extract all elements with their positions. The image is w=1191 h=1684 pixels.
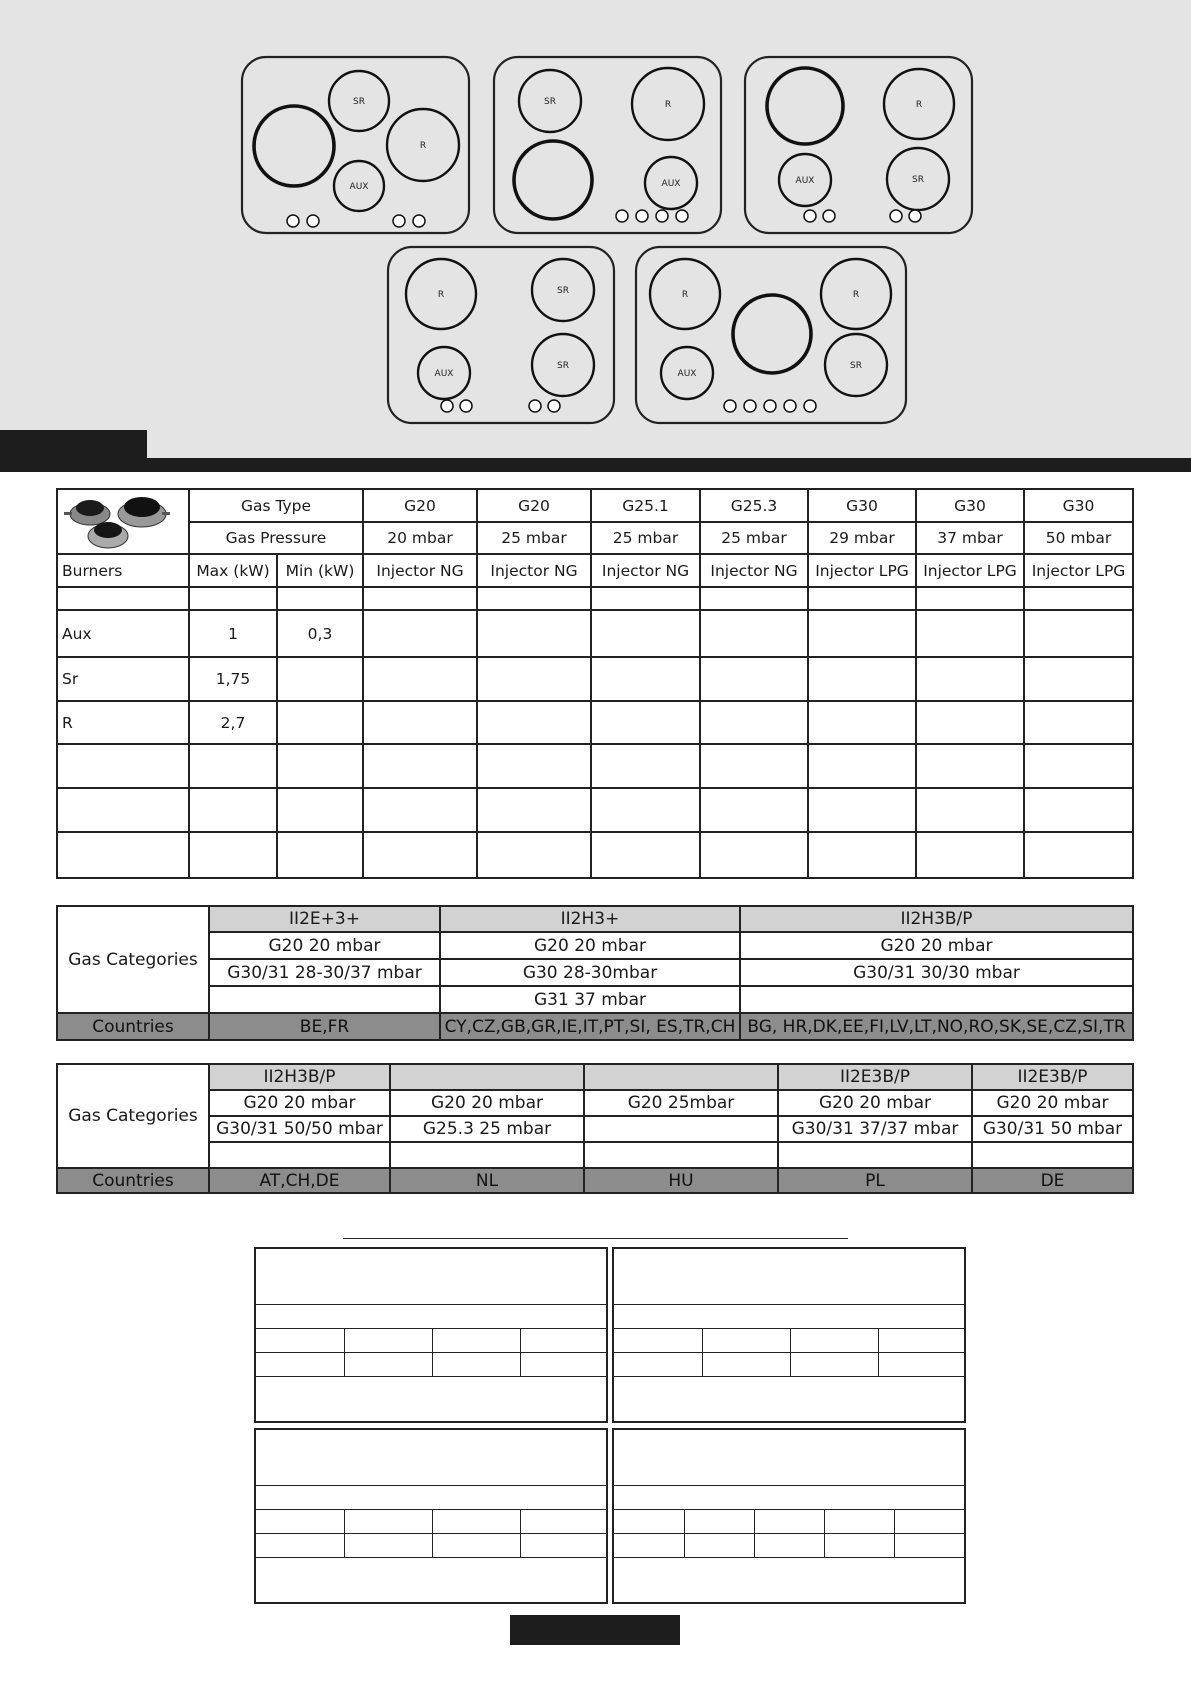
pressure-cell: 20 mbar: [363, 522, 477, 554]
knob: [393, 215, 405, 227]
countries-cell: PL: [778, 1168, 972, 1193]
knob: [784, 400, 796, 412]
knob: [823, 210, 835, 222]
category-line: G20 20 mbar: [778, 1090, 972, 1116]
gas-type-cell: G25.1: [591, 489, 700, 522]
blank-label-box-2: [612, 1247, 966, 1423]
knob: [804, 210, 816, 222]
countries-label: Countries: [57, 1168, 209, 1193]
category-name: II2H3+: [440, 906, 740, 932]
knob: [636, 210, 648, 222]
knob: [764, 400, 776, 412]
gas-type-cell: G30: [1024, 489, 1133, 522]
pressure-cell: 25 mbar: [477, 522, 591, 554]
burners-column-header: Burners: [57, 554, 189, 587]
category-line: G20 20 mbar: [209, 932, 440, 959]
knob: [307, 215, 319, 227]
category-name: II2E+3+: [209, 906, 440, 932]
table-row: [57, 832, 1133, 878]
burner-label-r: R: [852, 290, 860, 300]
knob: [676, 210, 688, 222]
blank-label-box-3: [254, 1428, 608, 1604]
injector-column-header: Injector LPG: [916, 554, 1024, 587]
countries-cell: HU: [584, 1168, 778, 1193]
category-line: G30/31 37/37 mbar: [778, 1116, 972, 1142]
category-line: G20 20 mbar: [390, 1090, 584, 1116]
burner-label-aux: AUX: [795, 176, 815, 186]
knob: [413, 215, 425, 227]
injector-table: [56, 488, 1134, 879]
hob-outline: [494, 57, 721, 233]
wok-burner-ring: [767, 68, 843, 144]
category-line: G30/31 50 mbar: [972, 1116, 1133, 1142]
max-kw-cell: 1,75: [189, 657, 277, 701]
blank-label-box-4: [612, 1428, 966, 1604]
gas-categories-label: Gas Categories: [57, 1064, 209, 1168]
category-line: G25.3 25 mbar: [390, 1116, 584, 1142]
table-row: [57, 744, 1133, 788]
burner-name-cell: R: [57, 701, 189, 744]
category-line: G20 20 mbar: [740, 932, 1133, 959]
burner-label-sr: SR: [850, 361, 862, 371]
section-tab: [0, 430, 147, 460]
category-line: [209, 986, 440, 1013]
wok-burner-ring: [254, 106, 334, 186]
wok-burner-ring: [733, 295, 811, 373]
countries-label: Countries: [57, 1013, 209, 1040]
gas-categories-table-2: [56, 1063, 1134, 1194]
countries-cell: NL: [390, 1168, 584, 1193]
burner-label-r: R: [915, 100, 923, 110]
table-row: [57, 587, 1133, 610]
pressure-cell: 50 mbar: [1024, 522, 1133, 554]
cookware-image-cell: [57, 489, 189, 554]
burner-label-r: R: [437, 290, 445, 300]
category-line: [584, 1116, 778, 1142]
wok-burner-ring: [514, 141, 592, 219]
gas-type-label: Gas Type: [189, 489, 363, 522]
hob-layout-2: [494, 57, 721, 233]
hob-outline: [745, 57, 972, 233]
category-line: G20 20 mbar: [209, 1090, 390, 1116]
gas-categories-label: Gas Categories: [57, 906, 209, 1013]
countries-cell: DE: [972, 1168, 1133, 1193]
min-kw-cell: [277, 701, 363, 744]
gas-type-cell: G30: [916, 489, 1024, 522]
knob: [744, 400, 756, 412]
category-line: G31 37 mbar: [440, 986, 740, 1013]
category-name: II2E3B/P: [778, 1064, 972, 1090]
table-row: [57, 657, 1133, 701]
blank-label-box-1: [254, 1247, 608, 1423]
burner-label-sr: SR: [557, 286, 569, 296]
burner-label-aux: AUX: [661, 179, 681, 189]
category-line: G20 20 mbar: [440, 932, 740, 959]
table-row: [57, 701, 1133, 744]
hob-outline: [242, 57, 469, 233]
gas-pressure-label: Gas Pressure: [189, 522, 363, 554]
max-kw-cell: 2,7: [189, 701, 277, 744]
footer-bar: [510, 1615, 680, 1645]
knob: [804, 400, 816, 412]
category-name: II2H3B/P: [740, 906, 1133, 932]
category-name: II2E3B/P: [972, 1064, 1133, 1090]
burner-label-aux: AUX: [349, 182, 369, 192]
min-kw-cell: [277, 657, 363, 701]
burner-label-aux: AUX: [434, 369, 454, 379]
category-line: G30/31 28-30/37 mbar: [209, 959, 440, 986]
knob: [656, 210, 668, 222]
category-line: G20 25mbar: [584, 1090, 778, 1116]
cookware-pots-image: [62, 492, 170, 554]
knob: [909, 210, 921, 222]
min-kw-cell: 0,3: [277, 610, 363, 657]
knob: [441, 400, 453, 412]
injector-column-header: Injector NG: [363, 554, 477, 587]
knob: [724, 400, 736, 412]
burner-label-sr: SR: [353, 97, 365, 107]
category-name: [584, 1064, 778, 1090]
gas-type-cell: G25.3: [700, 489, 808, 522]
knob: [287, 215, 299, 227]
burner-label-r: R: [419, 141, 427, 151]
countries-cell: BG, HR,DK,EE,FI,LV,LT,NO,RO,SK,SE,CZ,SI,TR: [740, 1013, 1133, 1040]
pressure-cell: 25 mbar: [700, 522, 808, 554]
gas-type-cell: G30: [808, 489, 916, 522]
countries-cell: BE,FR: [209, 1013, 440, 1040]
burner-label-aux: AUX: [677, 369, 697, 379]
burner-name-cell: Sr: [57, 657, 189, 701]
countries-row: [57, 1013, 1133, 1040]
burner-label-r: R: [681, 290, 689, 300]
hob-layout-4: [388, 247, 614, 423]
pressure-cell: 29 mbar: [808, 522, 916, 554]
hob-layout-1: [242, 57, 469, 233]
min-kw-column-header: Min (kW): [277, 554, 363, 587]
section-divider-band: [0, 458, 1191, 472]
injector-column-header: Injector NG: [477, 554, 591, 587]
pressure-cell: 25 mbar: [591, 522, 700, 554]
burner-label-r: R: [664, 100, 672, 110]
category-line: G20 20 mbar: [972, 1090, 1133, 1116]
table-row: [57, 610, 1133, 657]
table-row: [57, 788, 1133, 832]
burner-label-sr: SR: [912, 175, 924, 185]
divider-rule: [343, 1238, 848, 1239]
hob-layout-diagrams: [0, 0, 1191, 458]
countries-cell: AT,CH,DE: [209, 1168, 390, 1193]
injector-column-header: Injector LPG: [808, 554, 916, 587]
burner-name-cell: Aux: [57, 610, 189, 657]
knob: [548, 400, 560, 412]
burner-label-sr: SR: [544, 97, 556, 107]
category-name: [390, 1064, 584, 1090]
knob: [529, 400, 541, 412]
countries-row: [57, 1168, 1133, 1193]
knob: [460, 400, 472, 412]
hob-outline: [388, 247, 614, 423]
category-name: II2H3B/P: [209, 1064, 390, 1090]
max-kw-cell: 1: [189, 610, 277, 657]
injector-column-header: Injector LPG: [1024, 554, 1133, 587]
category-line: G30 28-30mbar: [440, 959, 740, 986]
injector-column-header: Injector NG: [591, 554, 700, 587]
knob: [890, 210, 902, 222]
gas-categories-table-1: [56, 905, 1134, 1041]
knob: [616, 210, 628, 222]
hob-layout-3: [745, 57, 972, 233]
burner-label-sr: SR: [557, 361, 569, 371]
category-line: [740, 986, 1133, 1013]
injector-column-header: Injector NG: [700, 554, 808, 587]
gas-type-cell: G20: [477, 489, 591, 522]
gas-type-cell: G20: [363, 489, 477, 522]
hob-layout-5: [636, 247, 906, 423]
max-kw-column-header: Max (kW): [189, 554, 277, 587]
category-line: G30/31 30/30 mbar: [740, 959, 1133, 986]
category-line: G30/31 50/50 mbar: [209, 1116, 390, 1142]
pressure-cell: 37 mbar: [916, 522, 1024, 554]
countries-cell: CY,CZ,GB,GR,IE,IT,PT,SI, ES,TR,CH: [440, 1013, 740, 1040]
